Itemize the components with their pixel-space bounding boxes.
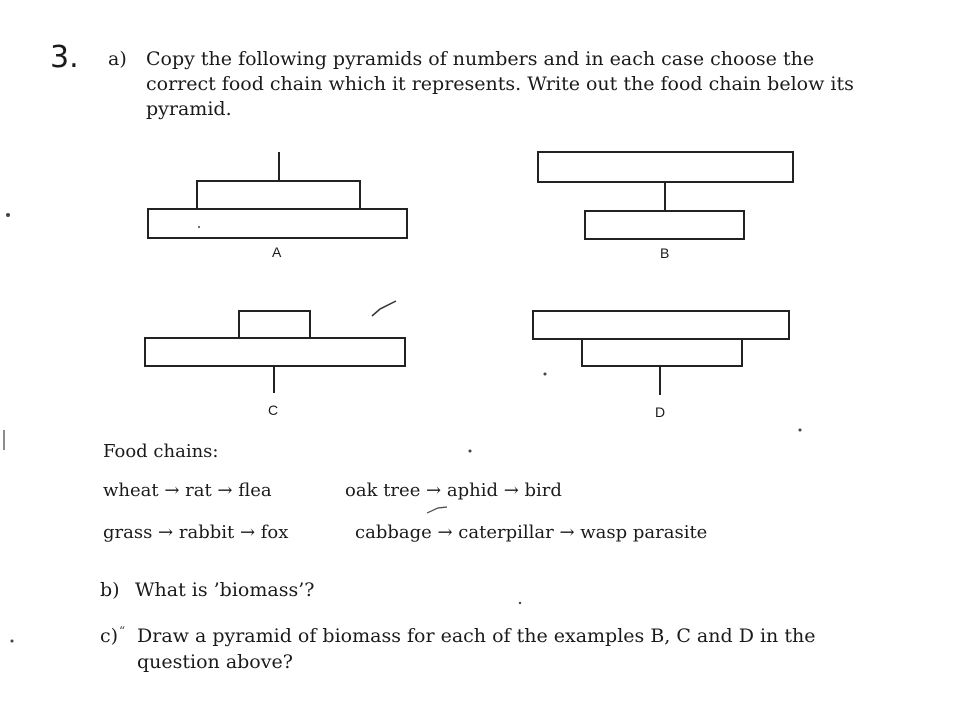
part-a-line-2: correct food chain which it represents. Write out the food chain below its xyxy=(146,73,854,95)
scan-speck xyxy=(11,640,14,643)
pyramid-d-label: D xyxy=(655,404,666,420)
pyramid-a xyxy=(148,152,407,238)
scan-speck xyxy=(799,429,802,432)
food-chain-1: wheat → rat → flea xyxy=(103,480,272,501)
question-number: 3. xyxy=(50,40,79,75)
pen-mark xyxy=(427,507,447,513)
pyramid-b xyxy=(538,152,793,239)
pyramid-c-label: C xyxy=(268,402,279,418)
pyramid-d xyxy=(533,311,789,395)
pyramid-c xyxy=(145,311,405,393)
pyramid-b-label: B xyxy=(660,245,670,261)
pyramid-a-label: A xyxy=(272,244,282,260)
pyramid-a-bottom-bar xyxy=(148,209,407,238)
scan-speck xyxy=(6,213,10,217)
quote-mark: “ xyxy=(119,624,126,638)
scan-speck xyxy=(519,602,521,604)
pyramid-a-middle-bar xyxy=(197,181,360,209)
pyramid-b-bottom-bar xyxy=(585,211,744,239)
pyramid-d-top-bar xyxy=(533,311,789,339)
part-a-marker: a) xyxy=(108,48,127,70)
scan-speck xyxy=(198,226,200,228)
part-b-marker: b) xyxy=(100,579,120,601)
food-chains-heading: Food chains: xyxy=(103,441,219,462)
pyramid-c-middle-bar xyxy=(145,338,405,366)
part-c-line-2: question above? xyxy=(137,651,293,673)
food-chain-3: grass → rabbit → fox xyxy=(103,522,289,543)
pyramid-c-top-bar xyxy=(239,311,310,338)
part-a-line-3: pyramid. xyxy=(146,98,232,120)
part-c-line-1: Draw a pyramid of biomass for each of the examples B, C and D in the xyxy=(137,625,816,647)
pyramid-b-top-bar xyxy=(538,152,793,182)
pen-mark xyxy=(372,301,396,316)
part-b-question: What is ’biomass’? xyxy=(135,579,315,601)
part-a-line-1: Copy the following pyramids of numbers and in each case choose the xyxy=(146,48,815,70)
part-c-marker: c) xyxy=(100,625,119,647)
scan-speck xyxy=(469,450,472,453)
food-chain-2: oak tree → aphid → bird xyxy=(345,480,562,501)
food-chain-4: cabbage → caterpillar → wasp parasite xyxy=(355,522,708,543)
scan-speck xyxy=(544,373,547,376)
pyramid-d-middle-bar xyxy=(582,339,742,366)
